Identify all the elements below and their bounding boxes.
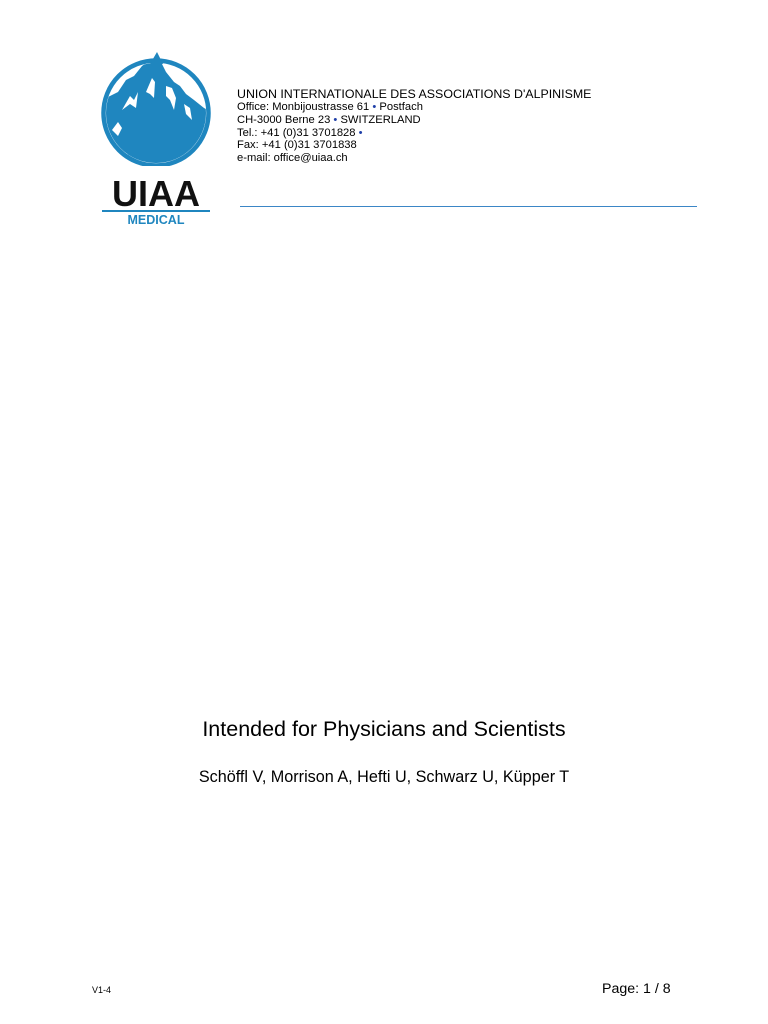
office-postfach: Postfach: [379, 101, 423, 113]
city-postcode: CH-3000 Berne 23: [237, 113, 331, 126]
bullet-separator: •: [358, 126, 363, 139]
bullet-separator: •: [372, 101, 377, 113]
office-address-line: [237, 101, 591, 114]
telephone: Tel.: +41 (0)31 3701828: [237, 126, 356, 139]
country: SWITZERLAND: [340, 113, 421, 126]
mountain-emblem-icon: [100, 52, 212, 230]
city-line: [237, 114, 591, 127]
org-name: UNION INTERNATIONALE DES ASSOCIATIONS D'ALPINISME: [237, 87, 592, 101]
email-line: e-mail: office@uiaa.ch: [237, 152, 348, 165]
version-label: V1-4: [92, 985, 112, 995]
uiaa-medical-logo: [100, 52, 212, 230]
office-street: Office: Monbijoustrasse 61: [237, 101, 370, 113]
document-authors: Schöffl V, Morrison A, Hefti U, Schwarz U, Küpper T: [198, 768, 570, 786]
fax-line: Fax: +41 (0)31 3701838: [237, 139, 357, 152]
document-title: Intended for Physicians and Scientists: [202, 717, 566, 741]
page-number: Page: 1 / 8: [602, 981, 671, 997]
bullet-separator: •: [333, 113, 338, 126]
letterhead-address-block: [237, 87, 591, 165]
logo-wordmark: UIAA: [112, 173, 200, 214]
logo-subtitle: MEDICAL: [127, 213, 185, 227]
tel-line: [237, 127, 591, 140]
header-divider: [240, 206, 697, 207]
